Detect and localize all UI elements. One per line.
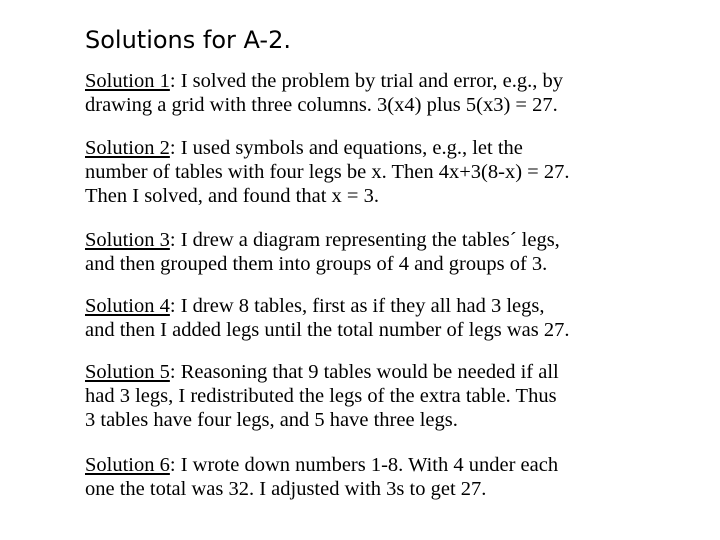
label-separator: : (169, 229, 176, 251)
solution-text: I drew a diagram representing the tables´ legs, (175, 229, 560, 251)
solution-4 (85, 294, 685, 342)
solution-label: Solution 2 (85, 137, 170, 159)
solution-label: Solution 3 (85, 229, 170, 251)
solution-label: Solution 6 (85, 454, 170, 476)
label-separator: : (169, 295, 176, 317)
solution-label: Solution 1 (85, 70, 170, 92)
solution-6 (85, 453, 685, 501)
solution-line: and then grouped them into groups of 4 and groups of 3. (85, 253, 548, 275)
label-separator: : (169, 137, 176, 159)
solution-line: and then I added legs until the total number of legs was 27. (85, 319, 570, 341)
solution-line: 3 tables have four legs, and 5 have three legs. (85, 409, 458, 431)
solution-2 (85, 136, 685, 208)
solution-3 (85, 228, 685, 276)
label-separator: : (169, 70, 176, 92)
solution-label: Solution 5 (85, 361, 170, 383)
slide-title: Solutions for A-2. (85, 26, 291, 54)
solution-line (85, 294, 685, 318)
label-separator: : (169, 361, 176, 383)
solution-line: Then I solved, and found that x = 3. (85, 185, 379, 207)
solution-text: I used symbols and equations, e.g., let the (175, 137, 523, 159)
solution-text: I drew 8 tables, first as if they all had 3 legs, (175, 295, 545, 317)
solution-line: one the total was 32. I adjusted with 3s to get 27. (85, 478, 487, 500)
solution-line (85, 228, 685, 252)
solution-line (85, 360, 685, 384)
solution-5 (85, 360, 685, 432)
solution-label: Solution 4 (85, 295, 170, 317)
solution-text: I solved the problem by trial and error, e.g., by (175, 70, 564, 92)
solution-line: had 3 legs, I redistributed the legs of the extra table. Thus (85, 385, 557, 407)
solution-text: I wrote down numbers 1-8. With 4 under each (175, 454, 559, 476)
solution-line: drawing a grid with three columns. 3(x4) plus 5(x3) = 27. (85, 94, 558, 116)
solution-line (85, 453, 685, 477)
solution-line (85, 136, 685, 160)
solution-1 (85, 69, 685, 117)
solution-text: Reasoning that 9 tables would be needed if all (175, 361, 559, 383)
solution-line: number of tables with four legs be x. Then 4x+3(8-x) = 27. (85, 161, 570, 183)
solution-line (85, 69, 685, 93)
label-separator: : (169, 454, 176, 476)
